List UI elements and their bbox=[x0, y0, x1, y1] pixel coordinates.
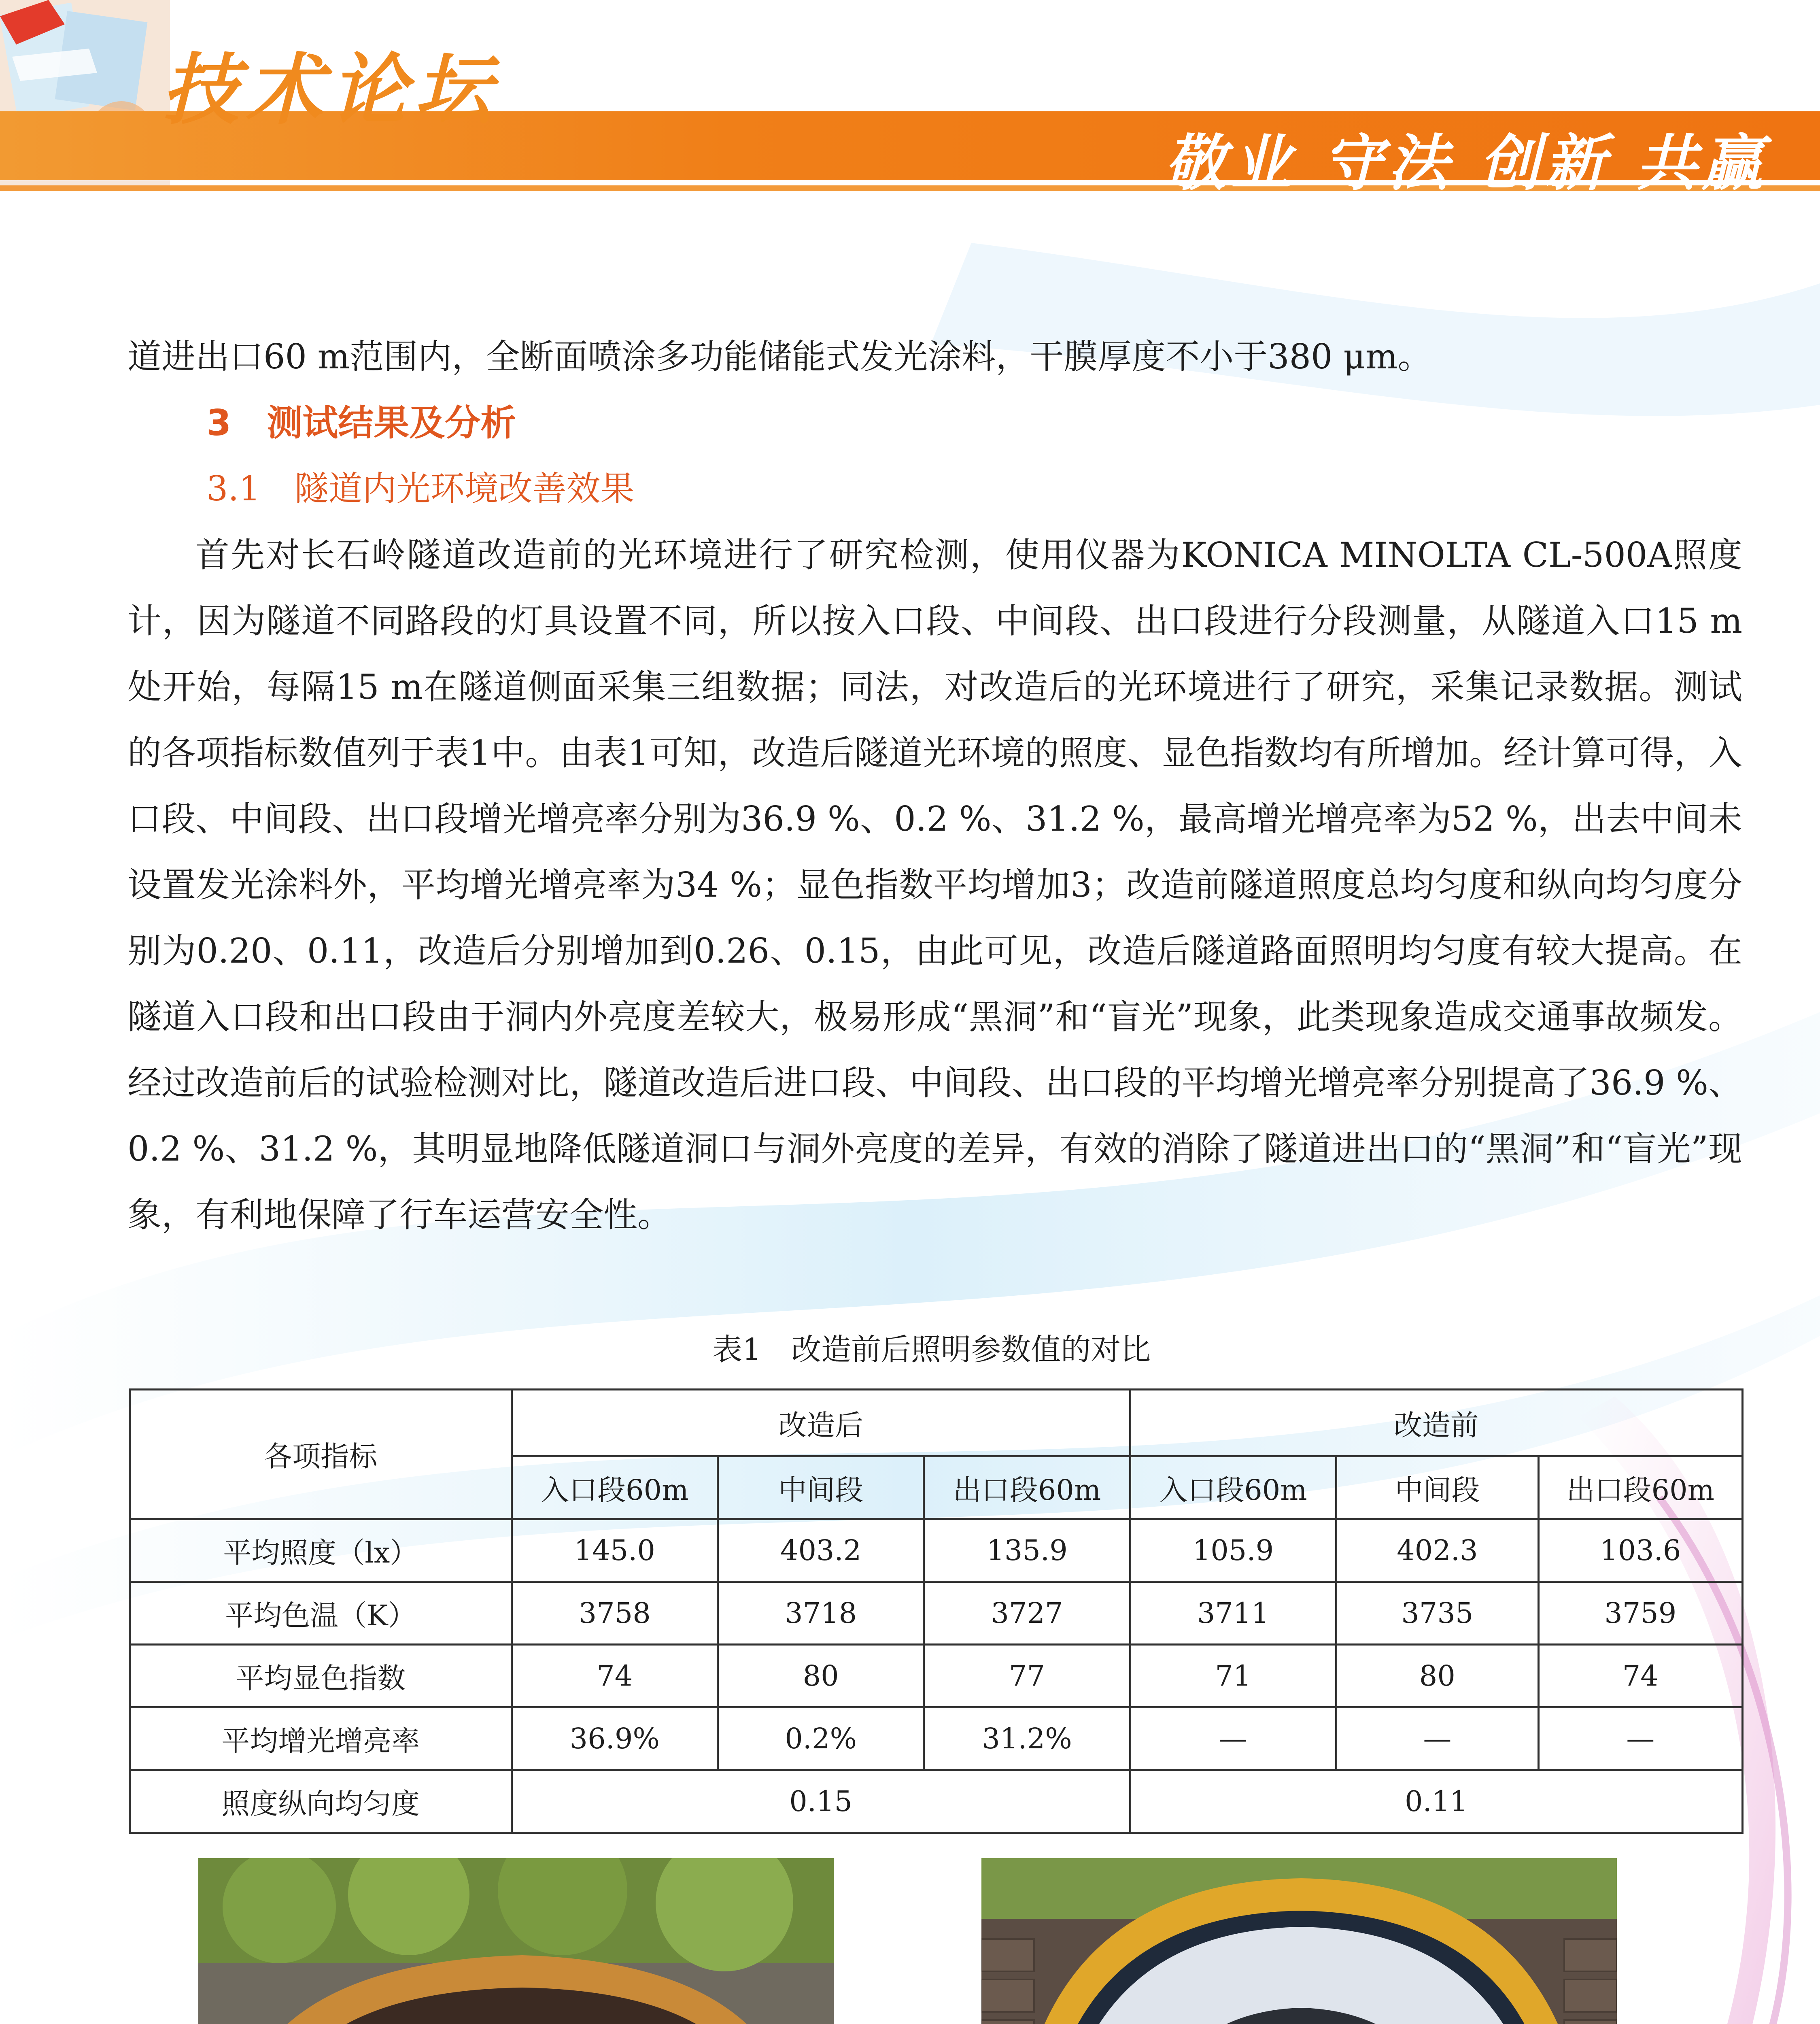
table-cell: 0.2% bbox=[718, 1707, 924, 1770]
table-cell: 105.9 bbox=[1130, 1519, 1336, 1582]
row-label: 平均增光增亮率 bbox=[130, 1707, 512, 1770]
row-label: 平均色温（K） bbox=[130, 1582, 512, 1645]
section-title: 技术论坛 bbox=[162, 45, 499, 135]
main-text-block bbox=[127, 522, 1742, 1248]
tunnel-photo-after bbox=[981, 1858, 1617, 2024]
comparison-table bbox=[129, 1388, 1744, 1834]
table-cell: 3727 bbox=[924, 1582, 1130, 1645]
table-header-row bbox=[130, 1390, 1743, 1456]
table-cell: 145.0 bbox=[512, 1519, 718, 1582]
table-row bbox=[130, 1707, 1743, 1770]
row-label: 平均照度（lx） bbox=[130, 1519, 512, 1582]
table-cell: 3718 bbox=[718, 1582, 924, 1645]
table-cell: — bbox=[1538, 1707, 1742, 1770]
table-cell: 3759 bbox=[1538, 1582, 1742, 1645]
table-cell: 3711 bbox=[1130, 1582, 1336, 1645]
table-cell: 36.9% bbox=[512, 1707, 718, 1770]
sub-header: 出口段60m bbox=[924, 1456, 1130, 1519]
row-label: 平均显色指数 bbox=[130, 1645, 512, 1707]
sub-header: 出口段60m bbox=[1538, 1456, 1742, 1519]
main-paragraph: 首先对长石岭隧道改造前的光环境进行了研究检测，使用仪器为KONICA MINOLTA CL-500A照度计，因为隧道不同路段的灯具设置不同，所以按入口段、中间段、出口段进行分段测量，从隧道入口15 m处开始，每隔15 m在隧道侧面采集三组数据；同法，对改造后的光环境进行了研究，采集记录数据。测试的各项指标数值列于表1中。由表1可知，改造后隧道光环境的照度、显色指数均有所增加。经计算可得，入口段、中间段、出口段增光增亮率分别为36.9 %、0.2 %、31.2 %，最高增光增亮率为52 %，出去中间未设置发光涂料外，平均增光增亮率为34 %；显色指数平均增加3；改造前隧道照度总均匀度和纵向均匀度分别为0.20、0.11，改造后分别增加到0.26、0.15，由此可见，改造后隧道路面照明均匀度有较大提高。在隧道入口段和出口段由于洞内外亮度差较大，极易形成“黑洞”和“盲光”现象，此类现象造成交通事故频发。经过改造前后的试验检测对比，隧道改造后进口段、中间段、出口段的平均增光增亮率分别提高了36.9 %、0.2 %、31.2 %，其明显地降低隧道洞口与洞外亮度的差异，有效的消除了隧道进出口的“黑洞”和“盲光”现象，有利地保障了行车运营安全性。 bbox=[127, 535, 1742, 1235]
table-cell: 3735 bbox=[1336, 1582, 1538, 1645]
table-cell: 80 bbox=[1336, 1645, 1538, 1707]
intro-text-block bbox=[127, 324, 1742, 390]
heading-3: 3 测试结果及分析 bbox=[206, 402, 516, 444]
sub-header: 入口段60m bbox=[512, 1456, 718, 1519]
table-caption: 表1 改造前后照明参数值的对比 bbox=[712, 1332, 1151, 1367]
table-cell: 135.9 bbox=[924, 1519, 1130, 1582]
table-row bbox=[130, 1519, 1743, 1582]
sub-header: 中间段 bbox=[718, 1456, 924, 1519]
intro-paragraph: 道进出口60 m范围内，全断面喷涂多功能储能式发光涂料，干膜厚度不小于380 μm。 bbox=[127, 337, 1432, 376]
table-corner-header: 各项指标 bbox=[130, 1390, 512, 1519]
table-row bbox=[130, 1645, 1743, 1707]
heading-3-1: 3.1 隧道内光环境改善效果 bbox=[206, 469, 635, 508]
table-row bbox=[130, 1770, 1743, 1833]
table-cell: 0.15 bbox=[512, 1770, 1130, 1833]
table-cell: 77 bbox=[924, 1645, 1130, 1707]
sub-header: 中间段 bbox=[1336, 1456, 1538, 1519]
table-cell: 31.2% bbox=[924, 1707, 1130, 1770]
table-cell: 0.11 bbox=[1130, 1770, 1742, 1833]
tunnel-photo-before bbox=[198, 1858, 834, 2024]
table-cell: 403.2 bbox=[718, 1519, 924, 1582]
group-header-before: 改造前 bbox=[1130, 1390, 1742, 1456]
row-label: 照度纵向均匀度 bbox=[130, 1770, 512, 1833]
page-header bbox=[0, 0, 1820, 227]
table-cell: 3758 bbox=[512, 1582, 718, 1645]
table-row bbox=[130, 1582, 1743, 1645]
table-cell: 103.6 bbox=[1538, 1519, 1742, 1582]
table-cell: 402.3 bbox=[1336, 1519, 1538, 1582]
table-cell: — bbox=[1130, 1707, 1336, 1770]
table-cell: 74 bbox=[512, 1645, 718, 1707]
table-cell: 74 bbox=[1538, 1645, 1742, 1707]
table-cell: 80 bbox=[718, 1645, 924, 1707]
sub-header: 入口段60m bbox=[1130, 1456, 1336, 1519]
table-cell: — bbox=[1336, 1707, 1538, 1770]
table-cell: 71 bbox=[1130, 1645, 1336, 1707]
header-slogan: 敬业 守法 创新 共赢 bbox=[1165, 128, 1767, 199]
group-header-after: 改造后 bbox=[512, 1390, 1130, 1456]
